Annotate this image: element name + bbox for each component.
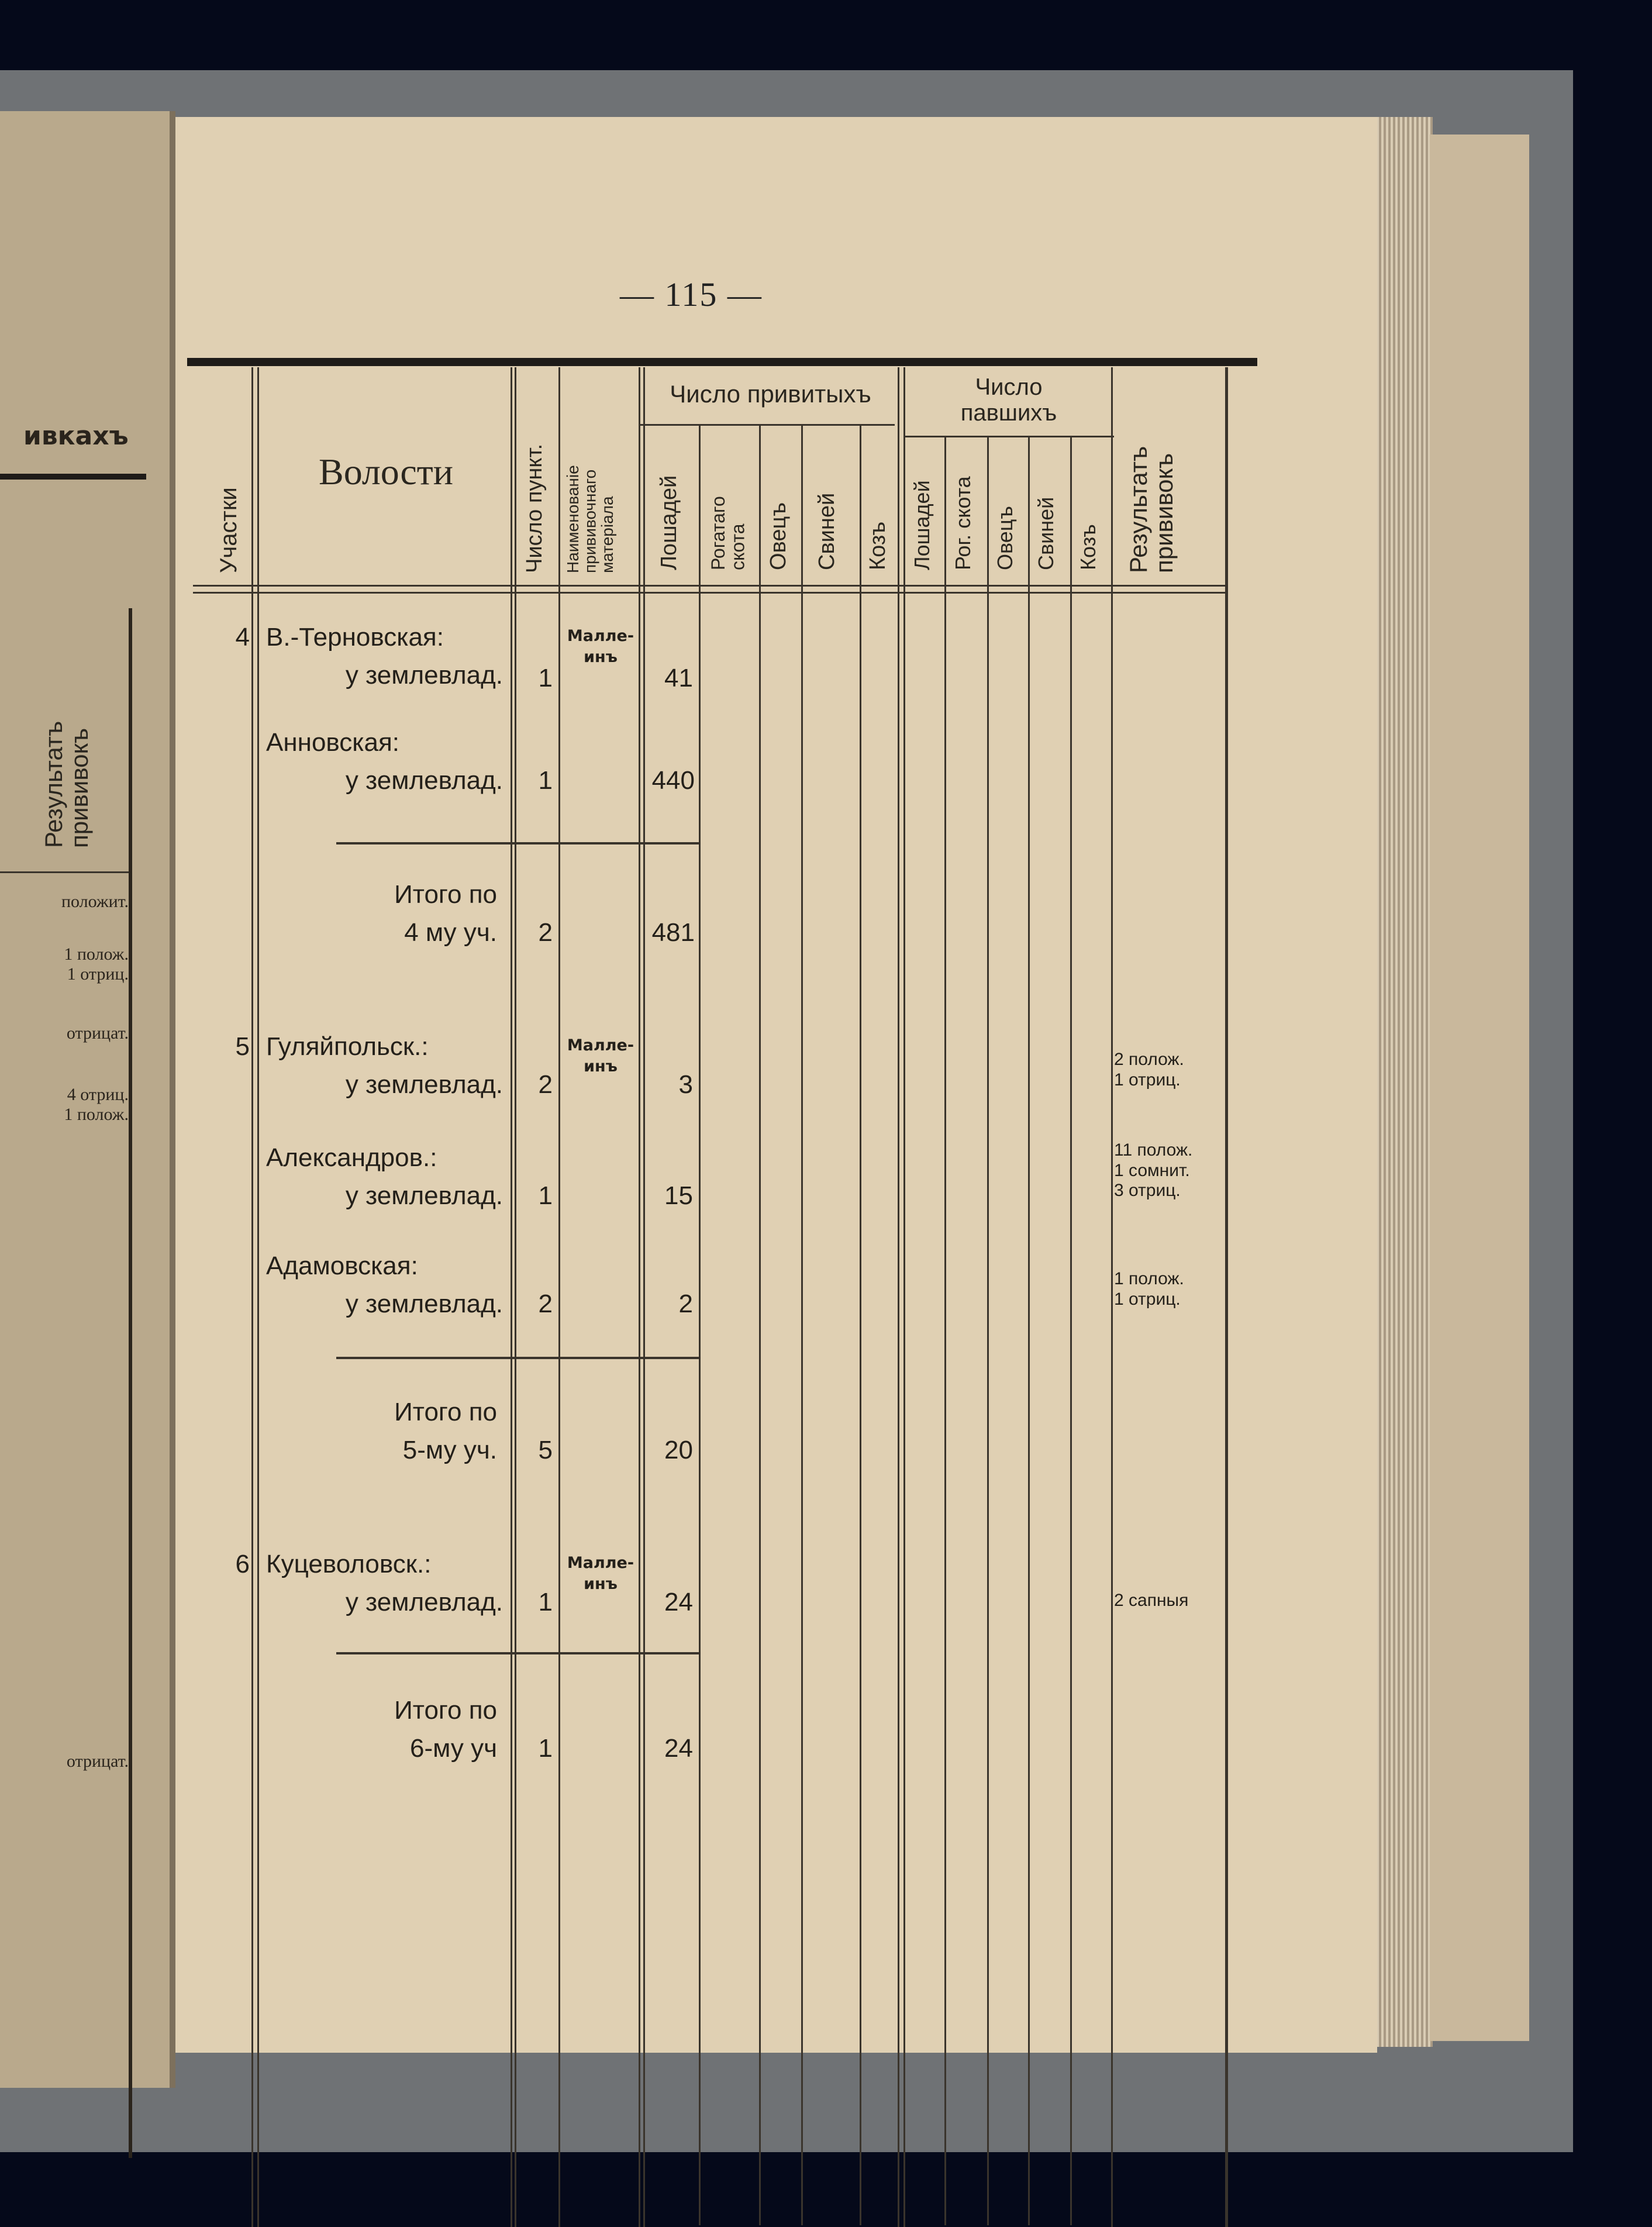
- left-page: [0, 111, 175, 2088]
- row-8-punkt: 1: [538, 1588, 553, 1616]
- row-3-volost: Итого по: [394, 880, 497, 909]
- header-rezultat: Результатъ прививокъ: [1125, 446, 1178, 573]
- left-result-4: 4 отриц. 1 полож.: [64, 1085, 129, 1124]
- row-6-volost: Адамовская:: [266, 1252, 418, 1280]
- grid-line-p-pigs: [1070, 436, 1072, 2225]
- row-5-punkt: 1: [538, 1181, 553, 1210]
- row-2-sub: у землевлад.: [345, 766, 503, 795]
- grid-line-punkt: [558, 367, 560, 2227]
- row-3-punkt: 2: [538, 918, 553, 947]
- row-5-volost: Александров.:: [266, 1143, 437, 1172]
- cover-board: [1430, 135, 1529, 2041]
- row-1-material: Малле- инъ: [567, 627, 634, 667]
- grid-line-sheep: [801, 424, 803, 2225]
- header-material: Наименованіе прививочнаго матеріала: [564, 465, 616, 573]
- grid-line-goats-2: [903, 367, 905, 2227]
- header-pavshikh: Число павшихъ: [960, 374, 1057, 426]
- row-5-horses: 15: [664, 1181, 693, 1210]
- row-8-material: Малле- инъ: [567, 1554, 634, 1594]
- row-8-horses: 24: [664, 1588, 693, 1616]
- grid-line-uchastki: [251, 367, 253, 2227]
- header-d-horses: Лошадей: [910, 480, 934, 570]
- row-9-horses: 24: [664, 1734, 693, 1763]
- row-7-punkt: 5: [538, 1436, 553, 1464]
- grid-line-p-goats: [1111, 367, 1113, 2227]
- row-9-punkt: 1: [538, 1734, 553, 1763]
- grid-line-volosti-2: [515, 367, 516, 2227]
- left-result-5: отрицат.: [66, 1752, 129, 1771]
- grid-line-horses: [699, 424, 701, 2225]
- row-1-horses: 41: [664, 664, 693, 692]
- page-number: — 115 —: [620, 275, 763, 313]
- left-result-3: отрицат.: [66, 1023, 129, 1043]
- row-8-result: 2 сапныя: [1114, 1591, 1189, 1610]
- row-4-sub: у землевлад.: [345, 1070, 503, 1099]
- row-5-result: 11 полож. 1 сомнит. 3 отриц.: [1114, 1140, 1193, 1200]
- header-p-cattle: Рогатаго скота: [708, 496, 749, 570]
- header-d-sheep: Овецъ: [993, 506, 1017, 570]
- header-privitykh: Число привитыхъ: [670, 380, 871, 408]
- page-edges: [1374, 117, 1433, 2047]
- header-bottom-line-2: [193, 592, 1228, 594]
- row-6-horses: 2: [678, 1290, 693, 1318]
- row-5-sub: у землевлад.: [345, 1181, 503, 1210]
- table-top-rule: [187, 358, 1257, 366]
- row-4-punkt: 2: [538, 1070, 553, 1099]
- header-d-pigs: Свиней: [1034, 497, 1058, 570]
- left-heading-fragment: ивкахъ: [23, 421, 129, 451]
- pavshikh-group-line: [903, 436, 1114, 437]
- grid-line-pigs: [860, 424, 861, 2225]
- row-2-volost: Анновская:: [266, 728, 400, 757]
- row-9-volost: Итого по: [394, 1696, 497, 1725]
- subtotal-line-6: [336, 1652, 699, 1654]
- grid-line-material: [639, 367, 640, 2227]
- header-p-pigs: Свиней: [815, 492, 839, 570]
- row-2-punkt: 1: [538, 766, 553, 795]
- row-7-horses: 20: [664, 1436, 693, 1464]
- row-4-horses: 3: [678, 1070, 693, 1099]
- header-d-goats: Козъ: [1076, 524, 1100, 570]
- header-p-goats: Козъ: [865, 521, 890, 570]
- left-result-header: Результатъ прививокъ: [40, 720, 94, 848]
- grid-line-uchastki-2: [257, 367, 259, 2227]
- subtotal-line-5: [336, 1357, 699, 1359]
- row-3-horses: 481: [651, 918, 695, 947]
- subtotal-line-4: [336, 842, 643, 844]
- grid-line-volosti: [511, 367, 512, 2227]
- row-4-result: 2 полож. 1 отриц.: [1114, 1050, 1184, 1090]
- header-chislo-punkt: Число пункт.: [522, 443, 547, 573]
- row-7-volost: Итого по: [394, 1398, 497, 1426]
- grid-line-p-cattle: [987, 436, 989, 2225]
- header-bottom-line: [193, 585, 1228, 587]
- grid-line-right: [1225, 367, 1228, 2227]
- header-p-sheep: Овецъ: [766, 502, 791, 570]
- grid-line-p-horses: [944, 436, 946, 2225]
- grid-line-cattle: [759, 424, 761, 2225]
- row-6-result: 1 полож. 1 отриц.: [1114, 1269, 1184, 1309]
- row-6-sub: у землевлад.: [345, 1290, 503, 1318]
- row-1-uchastok: 4: [235, 623, 250, 651]
- left-result-2: 1 полож. 1 отриц.: [64, 944, 129, 984]
- header-volosti: Волости: [319, 451, 453, 492]
- row-9-sub: 6-му уч: [409, 1734, 497, 1763]
- header-d-cattle: Рог. скота: [951, 476, 975, 570]
- row-1-sub: у землевлад.: [345, 661, 503, 690]
- row-3-sub: 4 му уч.: [404, 918, 497, 947]
- header-uchastki: Участки: [216, 487, 242, 573]
- privitykh-group-line: [640, 424, 895, 426]
- left-outer-rule: [129, 608, 132, 2158]
- row-6-punkt: 2: [538, 1290, 553, 1318]
- header-p-horses: Лошадей: [657, 475, 681, 570]
- row-8-sub: у землевлад.: [345, 1588, 503, 1616]
- grid-line-goats: [898, 367, 899, 2227]
- row-4-uchastok: 5: [235, 1032, 250, 1061]
- row-1-volost: В.-Терновская:: [266, 623, 444, 651]
- subtotal-line-4-horses: [640, 842, 699, 844]
- row-8-uchastok: 6: [235, 1550, 250, 1578]
- left-result-1: положит.: [61, 892, 129, 911]
- grid-line-p-sheep: [1028, 436, 1030, 2225]
- row-4-material: Малле- инъ: [567, 1036, 634, 1076]
- row-1-punkt: 1: [538, 664, 553, 692]
- row-4-volost: Гуляйпольск.:: [266, 1032, 429, 1061]
- row-8-volost: Куцеволовск.:: [266, 1550, 432, 1578]
- row-7-sub: 5-му уч.: [402, 1436, 497, 1464]
- left-header-bottom: [0, 871, 129, 873]
- row-2-horses: 440: [651, 766, 695, 795]
- left-header-rule: [0, 474, 146, 480]
